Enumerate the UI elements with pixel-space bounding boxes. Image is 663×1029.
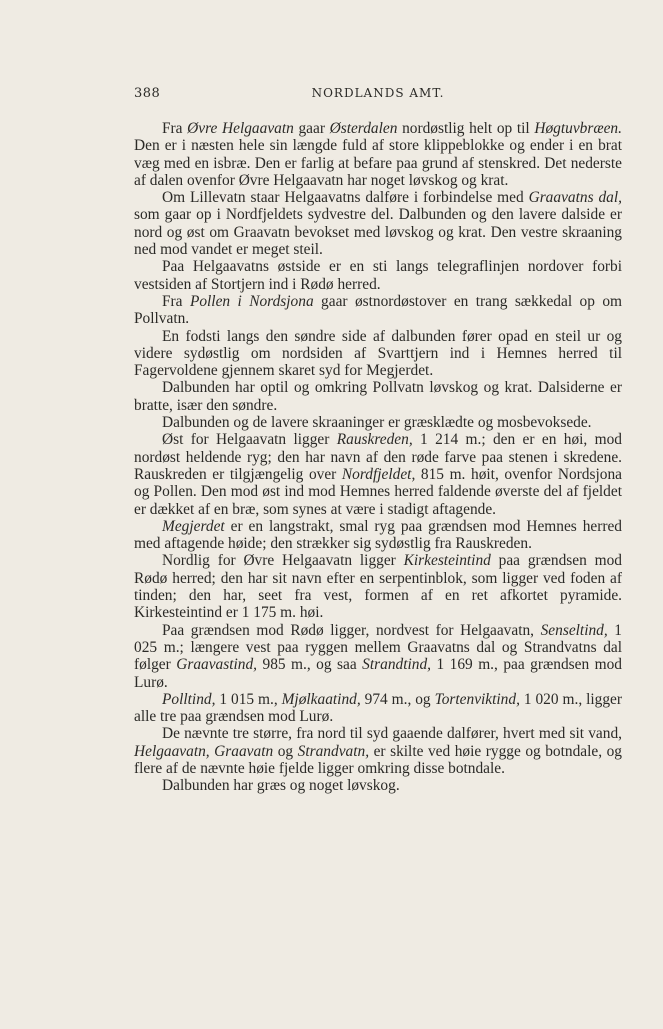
text-run: 1 214 m.; den er en høi, mod nordøst heldende ryg; den har navn af den røde farve paa stenen i skredene. Rauskreden er tilgjængelig over	[134, 431, 622, 483]
text-run: gaar	[293, 120, 330, 137]
italic-run: Nordfjeldet,	[341, 465, 416, 483]
text-run: nordøstlig helt op til	[397, 120, 535, 137]
text-run: 974 m., og	[360, 690, 435, 708]
text-run: En fodsti langs den søndre side af dalbunden fører opad en steil ur og videre sydøstlig om nordsiden af Svarttjern ind i Hemnes herred til Fagervoldene gjennem skaret syd for Megjerdet.	[134, 327, 622, 380]
text-run: 1 015 m.,	[215, 690, 282, 708]
paragraph	[134, 518, 622, 553]
text-run: 1 020 m., ligger alle tre paa grændsen mod Lurø.	[134, 690, 622, 726]
body-text	[134, 120, 622, 795]
text-run: Paa grændsen mod Rødø ligger, nordvest for Helgaavatn,	[162, 621, 541, 639]
text-run: Paa Helgaavatns østside er en sti langs telegraflinjen nordover forbi vestsiden af Stortjern ind i Rødø herred.	[134, 258, 622, 293]
italic-run: Polltind,	[162, 690, 216, 708]
text-run: 1 025 m.; længere vest paa ryggen mellem Graavatns dal og Strandvatns dal følger	[134, 621, 622, 674]
text-run: Øst for Helgaavatn ligger	[162, 431, 337, 449]
italic-run: Høgtuvbræen.	[534, 120, 622, 137]
italic-run: Strandtind,	[362, 656, 432, 674]
paragraph	[134, 328, 622, 380]
paragraph	[134, 691, 622, 726]
page-number: 388	[134, 86, 161, 101]
italic-run: Kirkesteintind	[403, 552, 491, 570]
text-run: som gaar op i Nordfjeldets sydvestre del. Dalbunden og den lavere dalside er nord og øst om Graavatn bevokset med løvskog og krat. Den vestre skraaning ned mod vandet er meget steil.	[134, 206, 622, 259]
italic-run: Graavastind,	[176, 656, 258, 674]
text-run: Om Lillevatn staar Helgaavatns dalføre i forbindelse med	[162, 189, 529, 207]
italic-run: Pollen i Nordsjona	[189, 292, 314, 310]
paragraph	[134, 725, 622, 777]
text-run: Dalbunden har græs og noget løvskog.	[162, 777, 400, 795]
paragraph	[134, 379, 622, 414]
paragraph	[134, 552, 622, 621]
italic-run: Senseltind,	[540, 621, 608, 639]
text-run: Dalbunden og de lavere skraaninger er græsklædte og mosbevoksede.	[162, 414, 592, 432]
italic-run: Graavatns dal,	[528, 189, 622, 207]
text-run: Nordlig for Øvre Helgaavatn ligger	[162, 552, 404, 570]
text-run: 1 169 m., paa grændsen mod Lurø.	[134, 656, 622, 691]
text-run: paa grændsen mod Rødø herred; den har sit navn efter en serpentinblok, som ligger ved foden af tinden; den har, seet fra vest, formen af en ret afkortet pyramide. Kirkesteintind er 1 175 m. høi.	[134, 552, 622, 622]
paragraph	[134, 120, 622, 189]
italic-run: Øvre Helgaavatn	[187, 120, 294, 137]
italic-run: Strandvatn,	[297, 742, 370, 760]
paragraph	[134, 189, 622, 258]
text-run: Fra	[162, 292, 190, 310]
text-run: Den er i næsten hele sin længde fuld af store klippeblokke og ender i en brat væg med en isbræ. Den er farlig at befare paa grund af stenskred. Det nederste af dalen ovenfor Øvre Helgaavatn har noget løvskog og krat.	[134, 137, 622, 189]
text-run: De nævnte tre større, fra nord til syd gaaende dalfører, hvert med sit vand,	[162, 725, 622, 743]
paragraph	[134, 622, 622, 691]
text-run: gaar østnordøstover en trang sækkedal op om Pollvatn.	[134, 292, 622, 328]
text-run: 985 m., og saa	[257, 656, 363, 674]
paragraph	[134, 777, 622, 794]
running-title: NORDLANDS AMT.	[311, 86, 445, 100]
italic-run: Mjølkaatind,	[281, 690, 361, 708]
italic-run: Megjerdet	[162, 517, 225, 535]
text-run: er skilte ved høie rygge og botndale, og flere af de nævnte høie fjelde ligger omkring disse botndale.	[134, 742, 623, 777]
paragraph	[134, 258, 622, 293]
italic-run: Helgaavatn, Graavatn	[134, 742, 274, 760]
text-run: er en langstrakt, smal ryg paa grændsen mod Hemnes herred med aftagende høide; den strækker sig sydøstlig fra Rauskreden.	[134, 517, 622, 553]
text-run: og	[273, 742, 298, 760]
italic-run: Tortenviktind,	[434, 690, 520, 708]
text-run: Fra	[162, 120, 188, 137]
text-run: Dalbunden har optil og omkring Pollvatn løvskog og krat. Dalsiderne er bratte, især den søndre.	[134, 379, 622, 414]
italic-run: Østerdalen	[329, 120, 398, 137]
italic-run: Rauskreden,	[336, 431, 413, 449]
text-run: 815 m. høit, ovenfor Nordsjona og Pollen. Den mod øst ind mod Hemnes herred faldende øverste del af fjeldet er dækket af en bræ, som synes at være i stadigt aftagende.	[134, 465, 622, 518]
paragraph	[134, 293, 622, 328]
paragraph	[134, 414, 622, 431]
page-header	[134, 86, 622, 106]
paragraph	[134, 431, 622, 517]
